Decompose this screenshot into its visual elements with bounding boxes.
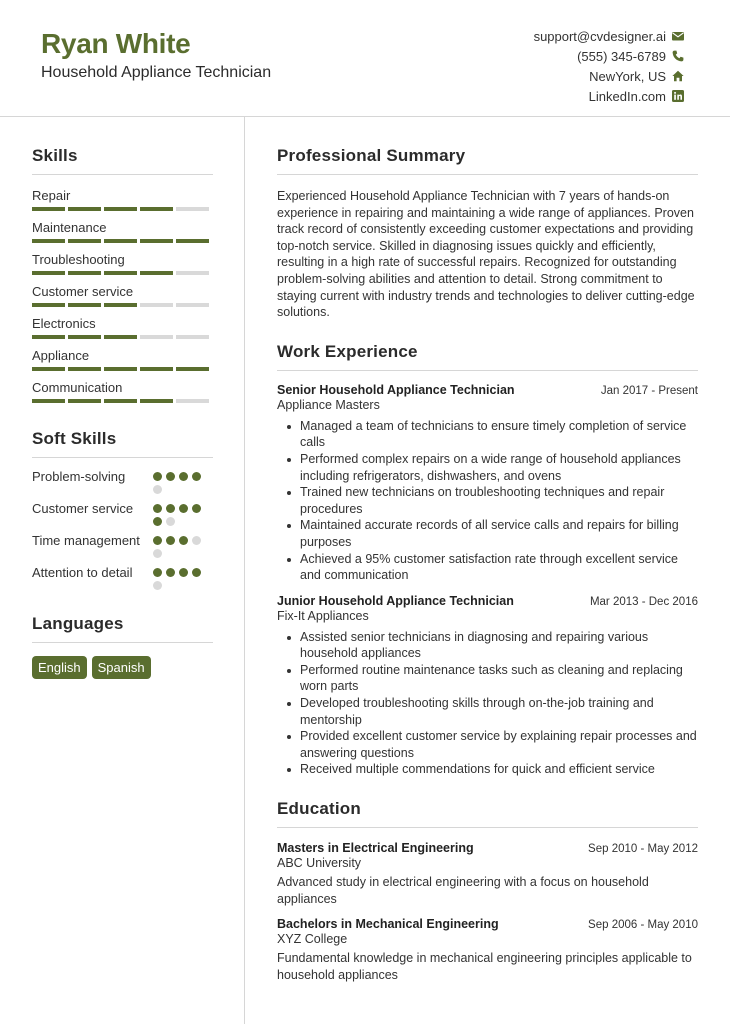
- skill-level-segment: [104, 335, 137, 339]
- candidate-name: Ryan White: [41, 28, 191, 59]
- contact-info: [534, 26, 684, 106]
- skill-level-segment: [140, 399, 173, 403]
- skill-level-segment: [32, 335, 65, 339]
- right-column: [277, 146, 698, 993]
- skill-level-bar: [32, 399, 213, 403]
- skill-item: [32, 348, 213, 371]
- rating-dot: [179, 536, 188, 545]
- skill-label: Repair: [32, 188, 71, 203]
- summary-text: Experienced Household Appliance Technician with 7 years of hands-on experience in repairing and maintaining a wide range of appliances. Proven track record of consistently exceeding customer expectations and providing top-notch service. Skilled in diagnosing issues quickly and efficiently, resulting in a high rate of successful repairs. Recognized for outstanding problem-solving abilities and attention to detail. Strong commitment to staying current with industry trends and technologies to deliver cutting-edge solutions.: [277, 189, 695, 320]
- contact-linkedin[interactable]: [534, 86, 684, 106]
- rating-dot: [153, 549, 162, 558]
- skill-level-segment: [176, 207, 209, 211]
- skill-level-segment: [176, 239, 209, 243]
- skill-level-segment: [176, 303, 209, 307]
- skill-label: Communication: [32, 380, 123, 395]
- left-column: [32, 146, 213, 679]
- skill-label: Customer service: [32, 284, 134, 299]
- skill-level-segment: [104, 207, 137, 211]
- soft-skill-rating: [153, 565, 213, 590]
- job-entry: [277, 383, 698, 584]
- skill-level-segment: [104, 239, 137, 243]
- skill-level-segment: [68, 399, 101, 403]
- job-bullet: Provided excellent customer service by explaining repair processes and answering questions: [277, 728, 698, 761]
- soft-skill-item: [32, 565, 213, 590]
- rating-dot: [153, 581, 162, 590]
- envelope-icon: [672, 30, 684, 42]
- rating-dot: [179, 504, 188, 513]
- skill-item: [32, 188, 213, 211]
- job-title: Senior Household Appliance Technician: [277, 382, 515, 397]
- skill-level-segment: [32, 239, 65, 243]
- rating-dot: [166, 568, 175, 577]
- education-list: [277, 841, 698, 983]
- education-school: ABC University: [277, 856, 362, 871]
- education-header: [277, 917, 698, 931]
- job-bullet: Maintained accurate records of all service calls and repairs for billing purposes: [277, 517, 698, 550]
- skill-level-segment: [140, 271, 173, 275]
- education-date: Sep 2010 - May 2012: [588, 843, 698, 856]
- rating-dot: [192, 568, 201, 577]
- soft-skill-item: [32, 533, 213, 558]
- skill-item: [32, 380, 213, 403]
- education-school: XYZ College: [277, 932, 348, 947]
- skill-level-segment: [104, 399, 137, 403]
- job-bullet: Performed complex repairs on a wide range of household appliances including refrigerators, dishwashers, and ovens: [277, 451, 698, 484]
- job-company: Appliance Masters: [277, 397, 380, 412]
- language-badge: Spanish: [92, 656, 151, 679]
- skill-item: [32, 284, 213, 307]
- skill-level-bar: [32, 207, 213, 211]
- skill-level-segment: [104, 367, 137, 371]
- job-bullets: [277, 418, 698, 584]
- skill-item: [32, 220, 213, 243]
- job-title: Junior Household Appliance Technician: [277, 593, 514, 608]
- education-header: [277, 841, 698, 855]
- job-date: Jan 2017 - Present: [600, 384, 698, 397]
- skill-level-segment: [68, 367, 101, 371]
- soft-skills-list: [32, 469, 213, 590]
- skill-level-segment: [68, 303, 101, 307]
- contact-linkedin-text: LinkedIn.com: [588, 88, 666, 104]
- soft-skill-rating: [153, 501, 213, 526]
- skill-level-segment: [104, 271, 137, 275]
- soft-skill-label: Time management: [32, 533, 140, 548]
- job-bullet: Performed routine maintenance tasks such as cleaning and replacing worn parts: [277, 662, 698, 695]
- skill-level-segment: [140, 207, 173, 211]
- education-degree: Masters in Electrical Engineering: [277, 841, 474, 856]
- rating-dot: [179, 472, 188, 481]
- education-entry: [277, 841, 698, 907]
- skill-level-segment: [68, 271, 101, 275]
- skill-label: Appliance: [32, 348, 90, 363]
- soft-skill-item: [32, 501, 213, 526]
- education-heading: Education: [277, 799, 698, 828]
- education-date: Sep 2006 - May 2010: [588, 919, 698, 932]
- education-entry: [277, 917, 698, 983]
- languages-heading: Languages: [32, 614, 213, 643]
- rating-dot: [166, 517, 175, 526]
- skill-level-segment: [176, 367, 209, 371]
- skill-level-segment: [140, 367, 173, 371]
- job-bullet: Achieved a 95% customer satisfaction rate through excellent service and communication: [277, 551, 698, 584]
- skill-level-segment: [68, 335, 101, 339]
- contact-phone[interactable]: [534, 46, 684, 66]
- skill-label: Troubleshooting: [32, 252, 125, 267]
- rating-dot: [166, 536, 175, 545]
- skill-level-segment: [68, 239, 101, 243]
- job-bullets: [277, 629, 698, 778]
- soft-skill-rating: [153, 469, 213, 494]
- skill-level-bar: [32, 303, 213, 307]
- soft-skill-label: Attention to detail: [32, 565, 133, 580]
- skill-level-segment: [32, 207, 65, 211]
- job-header: [277, 594, 698, 608]
- rating-dot: [179, 568, 188, 577]
- work-heading: Work Experience: [277, 342, 698, 371]
- skill-level-segment: [32, 399, 65, 403]
- rating-dot: [153, 568, 162, 577]
- skill-level-segment: [140, 335, 173, 339]
- job-entry: [277, 594, 698, 778]
- skill-level-segment: [176, 335, 209, 339]
- rating-dot: [192, 472, 201, 481]
- soft-skill-label: Customer service: [32, 501, 134, 516]
- soft-skills-heading: Soft Skills: [32, 429, 213, 458]
- skill-level-segment: [32, 271, 65, 275]
- languages-list: [32, 656, 213, 679]
- soft-skill-label: Problem-solving: [32, 469, 126, 484]
- skill-item: [32, 252, 213, 275]
- job-bullet: Managed a team of technicians to ensure timely completion of service calls: [277, 418, 698, 451]
- rating-dot: [166, 472, 175, 481]
- skill-level-segment: [140, 239, 173, 243]
- contact-phone-text: (555) 345-6789: [577, 48, 666, 64]
- contact-email[interactable]: [534, 26, 684, 46]
- rating-dot: [153, 504, 162, 513]
- language-badge: English: [32, 656, 87, 679]
- home-icon: [672, 70, 684, 82]
- job-date: Mar 2013 - Dec 2016: [589, 595, 698, 608]
- skill-level-bar: [32, 239, 213, 243]
- rating-dot: [192, 504, 201, 513]
- contact-location-text: NewYork, US: [589, 68, 666, 84]
- job-bullet: Developed troubleshooting skills through on-the-job training and mentorship: [277, 695, 698, 728]
- job-bullet: Assisted senior technicians in diagnosing and repairing various household appliances: [277, 629, 698, 662]
- education-description: Fundamental knowledge in mechanical engineering principles applicable to household appliances: [277, 951, 692, 982]
- soft-skill-rating: [153, 533, 213, 558]
- linkedin-icon: [672, 90, 684, 102]
- rating-dot: [166, 504, 175, 513]
- skill-level-segment: [104, 303, 137, 307]
- work-list: [277, 383, 698, 778]
- resume-header: [0, 0, 730, 117]
- rating-dot: [153, 472, 162, 481]
- candidate-role: Household Appliance Technician: [41, 64, 272, 81]
- job-bullet: Received multiple commendations for quick and efficient service: [277, 761, 698, 778]
- job-header: [277, 383, 698, 397]
- skill-level-bar: [32, 335, 213, 339]
- skill-label: Electronics: [32, 316, 96, 331]
- education-description: Advanced study in electrical engineering with a focus on household appliances: [277, 875, 649, 906]
- column-divider: [244, 117, 245, 1024]
- skill-level-segment: [176, 399, 209, 403]
- job-bullet: Trained new technicians on troubleshooting techniques and repair procedures: [277, 484, 698, 517]
- skill-level-segment: [140, 303, 173, 307]
- skill-level-segment: [32, 303, 65, 307]
- skill-label: Maintenance: [32, 220, 107, 235]
- contact-location: [534, 66, 684, 86]
- education-degree: Bachelors in Mechanical Engineering: [277, 917, 499, 932]
- skills-heading: Skills: [32, 146, 213, 175]
- soft-skill-item: [32, 469, 213, 494]
- skill-item: [32, 316, 213, 339]
- skill-level-segment: [68, 207, 101, 211]
- rating-dot: [153, 485, 162, 494]
- skill-level-segment: [176, 271, 209, 275]
- rating-dot: [192, 536, 201, 545]
- rating-dot: [153, 536, 162, 545]
- job-company: Fix-It Appliances: [277, 608, 369, 623]
- skill-level-bar: [32, 367, 213, 371]
- skill-level-bar: [32, 271, 213, 275]
- contact-email-text: support@cvdesigner.ai: [533, 28, 666, 44]
- skill-level-segment: [32, 367, 65, 371]
- phone-icon: [672, 50, 684, 62]
- skills-list: [32, 188, 213, 403]
- summary-heading: Professional Summary: [277, 146, 698, 175]
- rating-dot: [153, 517, 162, 526]
